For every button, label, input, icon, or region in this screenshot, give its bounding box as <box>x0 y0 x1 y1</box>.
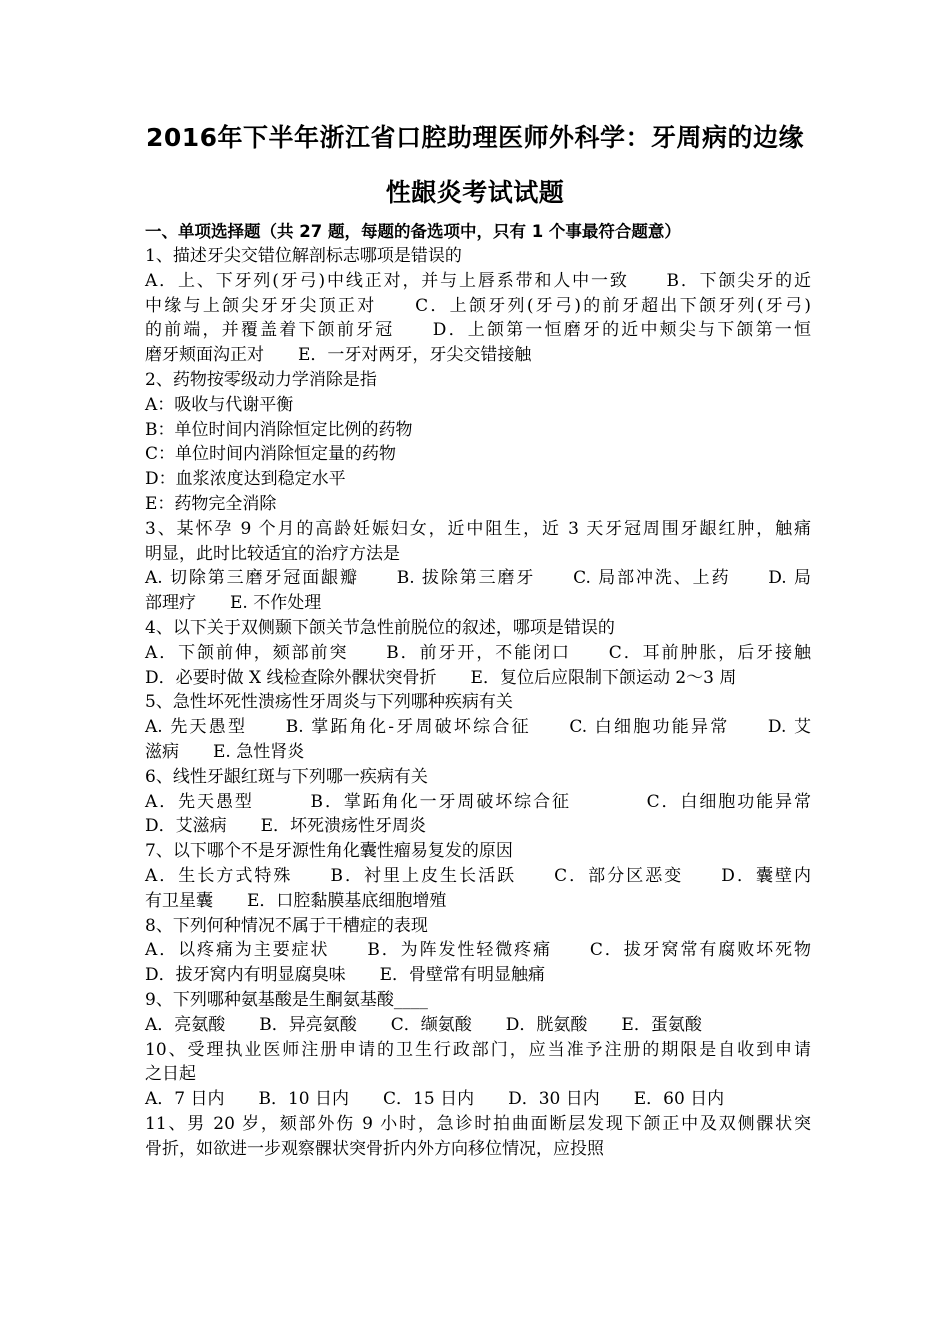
text-line: 明显，此时比较适宜的治疗方法是 <box>145 543 400 564</box>
text-line: B：单位时间内消除恒定比例的药物 <box>145 419 413 440</box>
text-line: 10、受理执业医师注册申请的卫生行政部门，应当准予注册的期限是自收到申请 <box>145 1039 811 1060</box>
text-line: D：血浆浓度达到稳定水平 <box>145 469 346 490</box>
text-line: 之日起 <box>145 1064 196 1085</box>
text-line: 中缘与上颌尖牙牙尖顶正对 C．上颌牙列(牙弓)的前牙超出下颌牙列(牙弓) <box>145 295 811 316</box>
text-line: 2、药物按零级动力学消除是指 <box>145 369 377 390</box>
text-line: A. 先天愚型 B. 掌跖角化-牙周破坏综合征 C. 白细胞功能异常 D. 艾 <box>145 717 811 738</box>
text-line: 5、急性坏死性溃疡性牙周炎与下列哪种疾病有关 <box>145 692 513 713</box>
text-line: 有卫星囊 E．口腔黏膜基底细胞增殖 <box>145 890 447 911</box>
text-line: 3、某怀孕 9 个月的高龄妊娠妇女，近中阻生，近 3 天牙冠周围牙龈红肿，触痛 <box>145 518 811 539</box>
text-line: 11、男 20 岁，颏部外伤 9 小时，急诊时拍曲面断层发现下颌正中及双侧髁状突 <box>145 1113 811 1134</box>
text-line: A．下颌前伸，颏部前突 B．前牙开，不能闭口 C．耳前肿胀，后牙接触 <box>145 642 811 663</box>
text-line: A．以疼痛为主要症状 B．为阵发性轻微疼痛 C．拔牙窝常有腐败坏死物 <box>145 940 811 961</box>
text-line: E：药物完全消除 <box>145 493 277 514</box>
text-line: 6、线性牙龈红斑与下列哪一疾病有关 <box>145 766 428 787</box>
text-line: 4、以下关于双侧颞下颌关节急性前脱位的叙述，哪项是错误的 <box>145 617 615 638</box>
document-title-line-1: 2016年下半年浙江省口腔助理医师外科学：牙周病的边缘 <box>145 123 805 152</box>
text-line: A：吸收与代谢平衡 <box>145 394 294 415</box>
text-line: A．亮氨酸 B．异亮氨酸 C．缬氨酸 D．胱氨酸 E．蛋氨酸 <box>145 1014 702 1035</box>
text-line: 9、下列哪种氨基酸是生酮氨基酸____ <box>145 989 428 1010</box>
text-line: A．生长方式特殊 B．衬里上皮生长活跃 C．部分区恶变 D．囊壁内 <box>145 865 811 886</box>
text-line: A．先天愚型 B．掌跖角化一牙周破坏综合征 C．白细胞功能异常 <box>145 791 811 812</box>
text-line: A. 切除第三磨牙冠面龈瓣 B. 拔除第三磨牙 C. 局部冲洗、上药 D. 局 <box>145 568 811 589</box>
text-line: 的前端，并覆盖着下颌前牙冠 D．上颌第一恒磨牙的近中颊尖与下颌第一恒 <box>145 320 811 341</box>
text-line: 骨折，如欲进一步观察髁状突骨折内外方向移位情况，应投照 <box>145 1138 604 1159</box>
text-line: 7、以下哪个不是牙源性角化囊性瘤易复发的原因 <box>145 841 513 862</box>
text-line: A．上、下牙列(牙弓)中线正对，并与上唇系带和人中一致 B．下颌尖牙的近 <box>145 270 811 291</box>
text-line: C：单位时间内消除恒定量的药物 <box>145 444 397 465</box>
text-line: D．必要时做 X 线检查除外髁状突骨折 E．复位后应限制下颌运动 2～3 周 <box>145 667 737 688</box>
text-line: 磨牙颊面沟正对 E．一牙对两牙，牙尖交错接触 <box>145 345 532 366</box>
text-line: 8、下列何种情况不属于干槽症的表现 <box>145 915 428 936</box>
text-line: A．7 日内 B．10 日内 C．15 日内 D．30 日内 E．60 日内 <box>145 1089 725 1110</box>
text-line: 部理疗 E. 不作处理 <box>145 593 322 614</box>
document-title-line-2: 性龈炎考试试题 <box>385 178 565 207</box>
text-line: D．拔牙窝内有明显腐臭味 E．骨壁常有明显触痛 <box>145 965 546 986</box>
text-line: 1、描述牙尖交错位解剖标志哪项是错误的 <box>145 246 462 266</box>
section-heading: 一、单项选择题（共 27 题，每题的备选项中，只有 1 个事最符合题意） <box>145 222 681 241</box>
text-line: D．艾滋病 E．坏死溃疡性牙周炎 <box>145 816 427 837</box>
text-line: 滋病 E. 急性肾炎 <box>145 741 305 762</box>
question-body <box>145 244 811 1161</box>
